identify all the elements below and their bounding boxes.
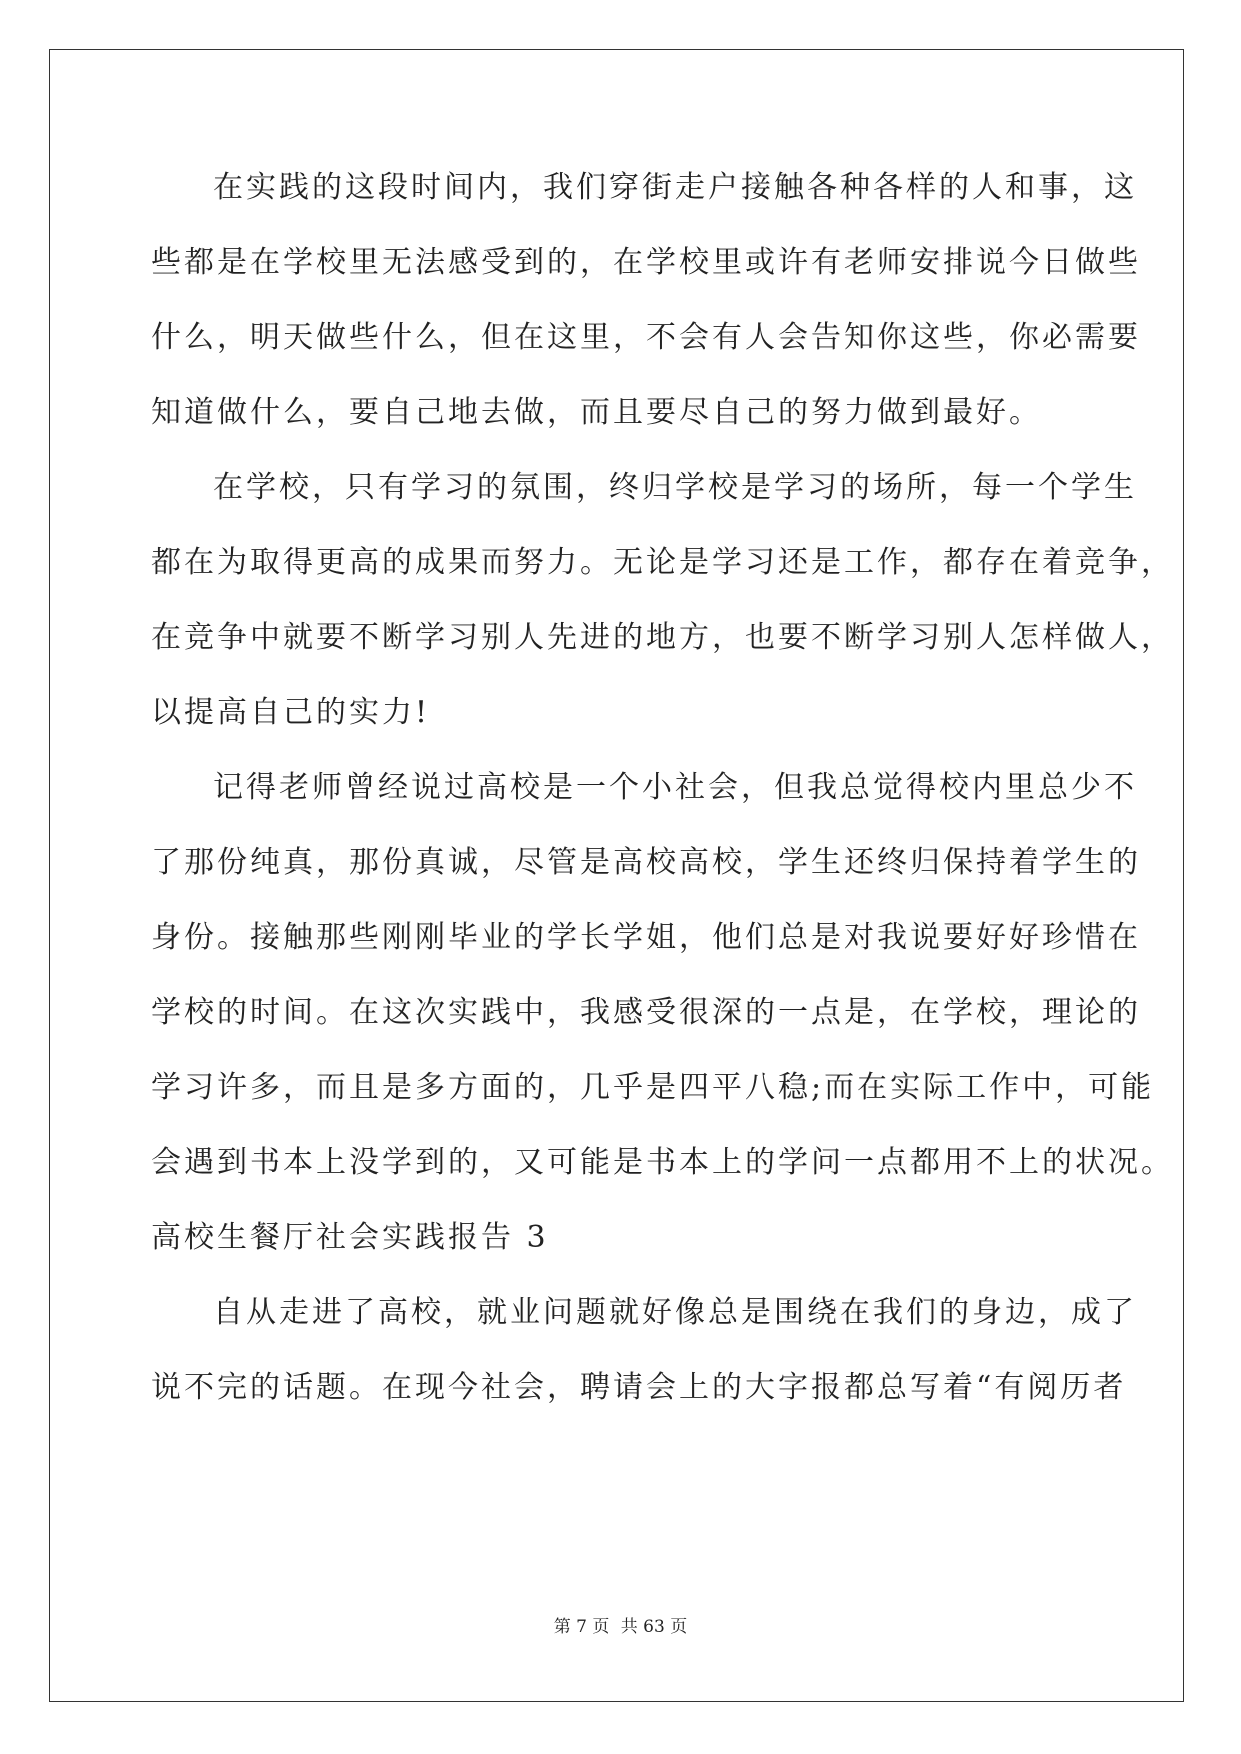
total-pages: 共 63 页 [620,1617,688,1637]
paragraph-2-line-4: 以提高自己的实力! [151,695,431,730]
paragraph-1-line-1: 在实践的这段时间内，我们穿街走户接触各种各样的人和事，这 [213,170,1137,205]
paragraph-2-line-2: 都在为取得更高的成果而努力。无论是学习还是工作，都存在着竞争， [151,545,1174,580]
section-heading: 高校生餐厅社会实践报告 3 [151,1220,549,1255]
page-footer [0,1612,1241,1637]
paragraph-3-line-4: 学校的时间。在这次实践中，我感受很深的一点是，在学校，理论的 [151,995,1141,1030]
page-number: 第 7 页 [553,1617,610,1637]
paragraph-2-line-1: 在学校，只有学习的氛围，终归学校是学习的场所，每一个学生 [213,470,1137,505]
paragraph-4-line-1: 自从走进了高校，就业问题就好像总是围绕在我们的身边，成了 [213,1295,1137,1330]
paragraph-1-line-2: 些都是在学校里无法感受到的，在学校里或许有老师安排说今日做些 [151,245,1141,280]
paragraph-3-line-3: 身份。接触那些刚刚毕业的学长学姐，他们总是对我说要好好珍惜在 [151,920,1141,955]
paragraph-3-line-1: 记得老师曾经说过高校是一个小社会，但我总觉得校内里总少不 [213,770,1137,805]
paragraph-2-line-3: 在竞争中就要不断学习别人先进的地方，也要不断学习别人怎样做人， [151,620,1174,655]
paragraph-1-line-3: 什么，明天做些什么，但在这里，不会有人会告知你这些，你必需要 [151,320,1141,355]
paragraph-1-line-4: 知道做什么，要自己地去做，而且要尽自己的努力做到最好。 [151,395,1042,430]
paragraph-3-line-6: 会遇到书本上没学到的，又可能是书本上的学问一点都用不上的状况。 [151,1145,1174,1180]
paragraph-3-line-5: 学习许多，而且是多方面的，几乎是四平八稳;而在实际工作中，可能 [151,1070,1155,1105]
paragraph-3-line-2: 了那份纯真，那份真诚，尽管是高校高校，学生还终归保持着学生的 [151,845,1141,880]
paragraph-4-line-2: 说不完的话题。在现今社会，聘请会上的大字报都总写着“有阅历者 [151,1370,1127,1405]
